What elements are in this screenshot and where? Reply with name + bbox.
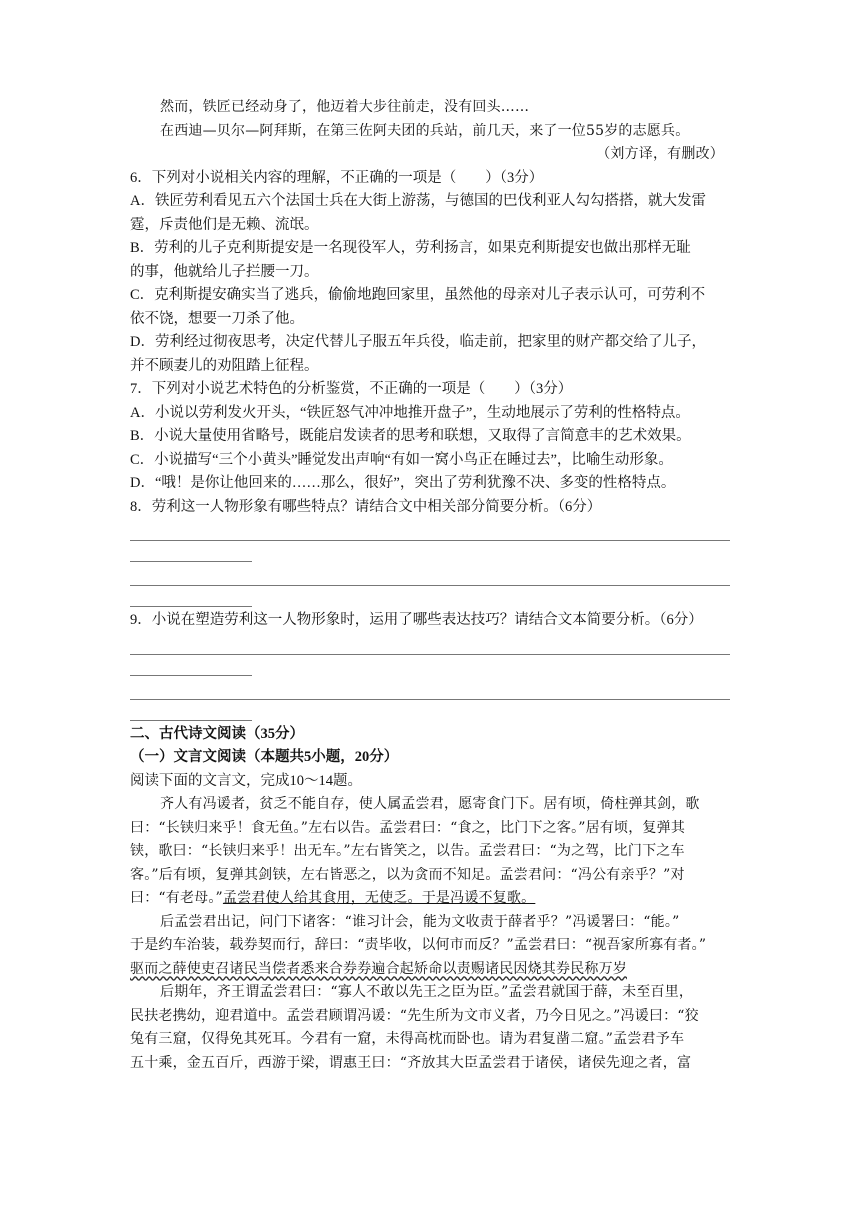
q6-option-d-cont: 并不顾妻儿的劝阻踏上征程。 — [130, 357, 319, 374]
classical-text-line: 五十乘，金五百斤，西游于梁，谓惠王曰：“齐放其大臣孟尝君于诸侯，诸侯先迎之者，富 — [130, 1054, 692, 1071]
classical-text-line — [130, 958, 730, 982]
classical-text-line: 后孟尝君出记，问门下诸客：“谁习计会，能为文收责于薛者乎？”冯谖署曰：“能。” — [160, 913, 680, 930]
story-line: 在西迪—贝尔—阿拜斯，在第三佐阿夫团的兵站，前几天，来了一位55岁的志愿兵。 — [160, 122, 690, 139]
answer-line[interactable] — [130, 586, 252, 607]
q6-option-b-cont: 的事，他就给儿子拦腰一刀。 — [130, 263, 319, 280]
answer-line[interactable] — [130, 633, 730, 655]
question-7-stem: 7．下列对小说艺术特色的分析鉴赏，不正确的一项是（ ）（3分） — [130, 381, 573, 397]
question-6-stem: 6．下列对小说相关内容的理解，不正确的一项是（ ）（3分） — [130, 169, 544, 186]
q6-option-c: C．克利斯提安确实当了逃兵，偷偷地跑回家里，虽然他的母亲对儿子表示认可，可劳利不 — [130, 287, 706, 303]
question-9-stem: 9．小说在塑造劳利这一人物形象时，运用了哪些表达技巧？请结合文本简要分析。（6分） — [130, 612, 703, 628]
answer-line[interactable] — [130, 700, 252, 721]
q6-option-c-cont: 依不饶，想要一刀杀了他。 — [130, 310, 304, 327]
answer-line[interactable] — [130, 678, 730, 700]
answer-line[interactable] — [130, 519, 730, 541]
story-line: 然而，铁匠已经动身了，他迈着大步往前走，没有回头…… — [160, 99, 530, 115]
story-source: （刘方译，有删改） — [596, 146, 724, 162]
reading-instruction: 阅读下面的文言文，完成10～14题。 — [130, 772, 362, 789]
classical-text-line: 后期年，齐王谓孟尝君曰：“寡人不敢以先王之臣为臣。”孟尝君就国于薛，未至百里， — [160, 984, 694, 1000]
classical-text-line: 齐人有冯谖者，贫乏不能自存，使人属孟尝君，愿寄食门下。居有顷，倚柱弹其剑，歌 — [160, 796, 700, 812]
q7-option-d: D．“哦！是你让他回来的……那么，很好”，突出了劳利犹豫不决、多变的性格特点。 — [130, 475, 676, 491]
answer-line[interactable] — [130, 564, 730, 586]
underlined-sentence: 孟尝君使人给其食用，无使乏。于是冯谖不复歌。 — [222, 890, 536, 906]
exam-page — [130, 96, 730, 1075]
q7-option-b: B．小说大量使用省略号，既能启发读者的思考和联想，又取得了言简意丰的艺术效果。 — [130, 428, 691, 444]
classical-text-line: 兔有三窟，仅得免其死耳。今君有一窟，未得高枕而卧也。请为君复凿二窟。”孟尝君予车 — [130, 1031, 685, 1047]
classical-text-line: 曰：“长铗归来乎！食无鱼。”左右以告。孟尝君曰：“食之，比门下之客。”居有顷，复弹其 — [130, 819, 686, 836]
section-title: 二、古代诗文阅读（35分） — [130, 725, 304, 742]
q6-option-b: B．劳利的儿子克利斯提安是一名现役军人，劳利扬言，如果克利斯提安也做出那样无耻 — [130, 240, 691, 256]
classical-text-line: 客。”后有顷，复弹其剑铗，左右皆恶之，以为贪而不知足。孟尝君问：“冯公有亲乎？”对 — [130, 866, 685, 883]
q7-option-c: C．小说描写“三个小黄头”睡觉发出声响“有如一窝小鸟正在睡过去”，比喻生动形象。 — [130, 451, 673, 468]
classical-text-line: 民扶老携幼，迎君道中。孟尝君顾谓冯谖：“先生所为文市义者，乃今日见之。”冯谖曰：“狡 — [130, 1007, 699, 1024]
q6-option-d: D．劳利经过彻夜思考，决定代替儿子服五年兵役，临走前，把家里的财产都交给了儿子， — [130, 334, 706, 350]
answer-line[interactable] — [130, 655, 252, 676]
answer-line[interactable] — [130, 541, 252, 562]
question-8-stem: 8．劳利这一人物形象有哪些特点？请结合文中相关部分简要分析。（6分） — [130, 498, 602, 515]
wavy-underlined-sentence: 驱而之薛使吏召诸民当偿者悉来合券券遍合起矫命以责赐诸民因烧其券民称万岁 — [130, 960, 627, 977]
classical-text-line: 于是约车治装，载券契而行，辞曰：“责毕收，以何市而反？”孟尝君曰：“视吾家所寡有者。” — [130, 937, 707, 953]
classical-text-line — [130, 887, 730, 911]
subsection-title: （一）文言文阅读（本题共5小题，20分） — [130, 749, 399, 765]
q6-option-a: A．铁匠劳利看见五六个法国士兵在大街上游荡，与德国的巴伐利亚人勾勾搭搭，就大发雷 — [130, 193, 706, 209]
q6-option-a-cont: 霆，斥责他们是无赖、流氓。 — [130, 216, 319, 233]
q7-option-a: A．小说以劳利发火开头，“铁匠怒气冲冲地推开盘子”，生动地展示了劳利的性格特点。 — [130, 404, 690, 421]
classical-text-line: 铗，歌曰：“长铗归来乎！出无车。”左右皆笑之，以告。孟尝君曰：“为之驾，比门下之车 — [130, 843, 685, 859]
classical-text-segment: 曰：“有老母。” — [130, 890, 223, 906]
